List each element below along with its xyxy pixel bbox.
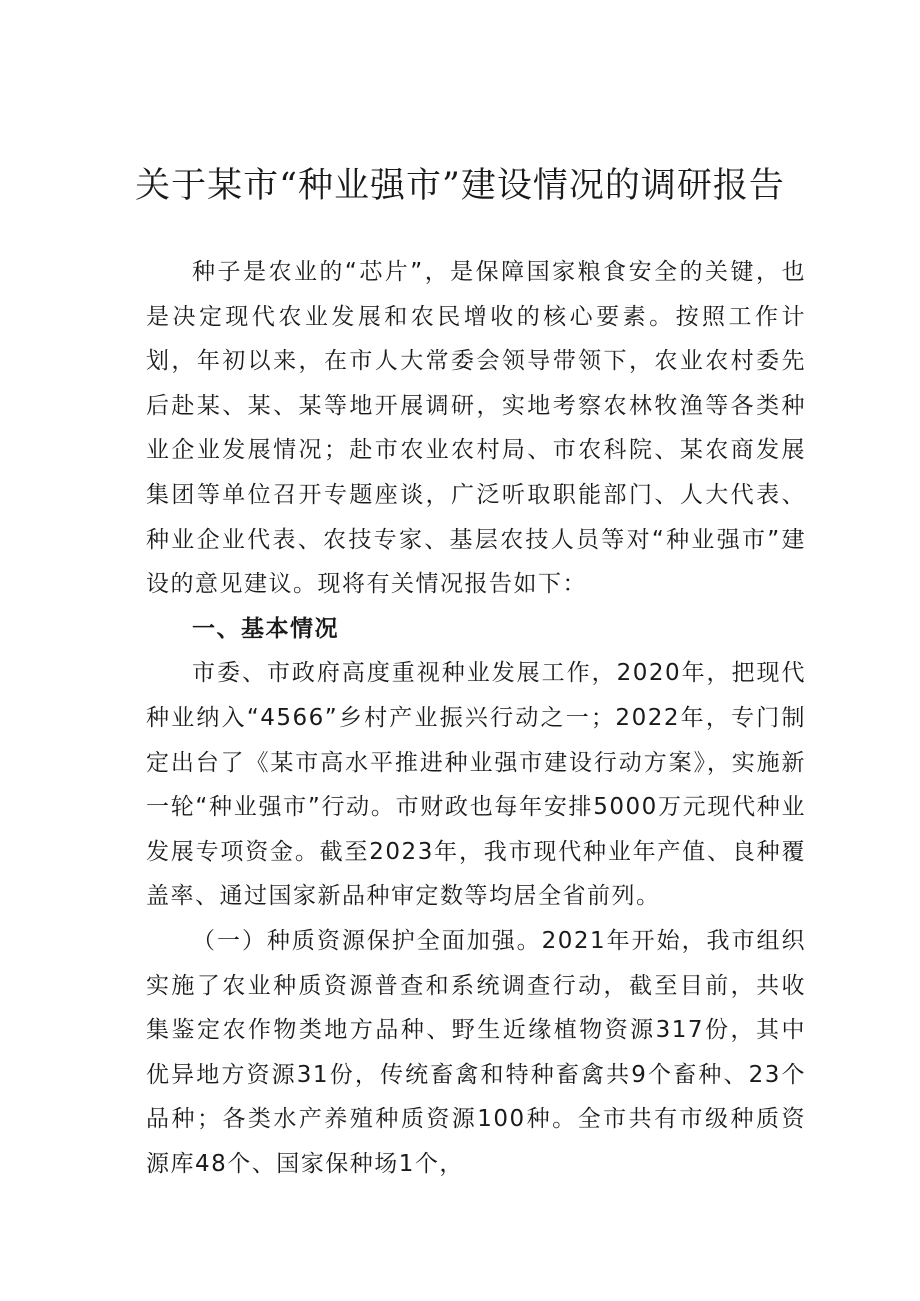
document-body bbox=[146, 250, 806, 1186]
intro-paragraph: 种子是农业的“芯片”，是保障国家粮食安全的关键，也是决定现代农业发展和农民增收的核心要素。按照工作计划，年初以来，在市人大常委会领导带领下，农业农村委先后赴某、某、某等地开展调研，实地考察农林牧渔等各类种业企业发展情况；赴市农业农村局、市农科院、某农商发展集团等单位召开专题座谈，广泛听取职能部门、人大代表、种业企业代表、农技专家、基层农技人员等对“种业强市”建设的意见建议。现将有关情况报告如下： bbox=[146, 259, 806, 598]
section-heading: 一、基本情况 bbox=[192, 615, 339, 642]
basic-situation-paragraph: 市委、市政府高度重视种业发展工作，2020年，把现代种业纳入“4566”乡村产业振兴行动之一；2022年，专门制定出台了《某市高水平推进种业强市建设行动方案》，实施新一轮“种业强市”行动。市财政也每年安排5000万元现代种业发展专项资金。截至2023年，我市现代种业年产值、良种覆盖率、通过国家新品种审定数等均居全省前列。 bbox=[146, 660, 806, 910]
germplasm-paragraph: （一）种质资源保护全面加强。2021年开始，我市组织实施了农业种质资源普查和系统调查行动，截至目前，共收集鉴定农作物类地方品种、野生近缘植物资源317份，其中优异地方资源31份，传统畜禽和特种畜禽共9个畜种、23个品种；各类水产养殖种质资源100种。全市共有市级种质资源库48个、国家保种场1个， bbox=[146, 927, 806, 1177]
document-title: 关于某市“种业强市”建设情况的调研报告 bbox=[135, 166, 785, 206]
